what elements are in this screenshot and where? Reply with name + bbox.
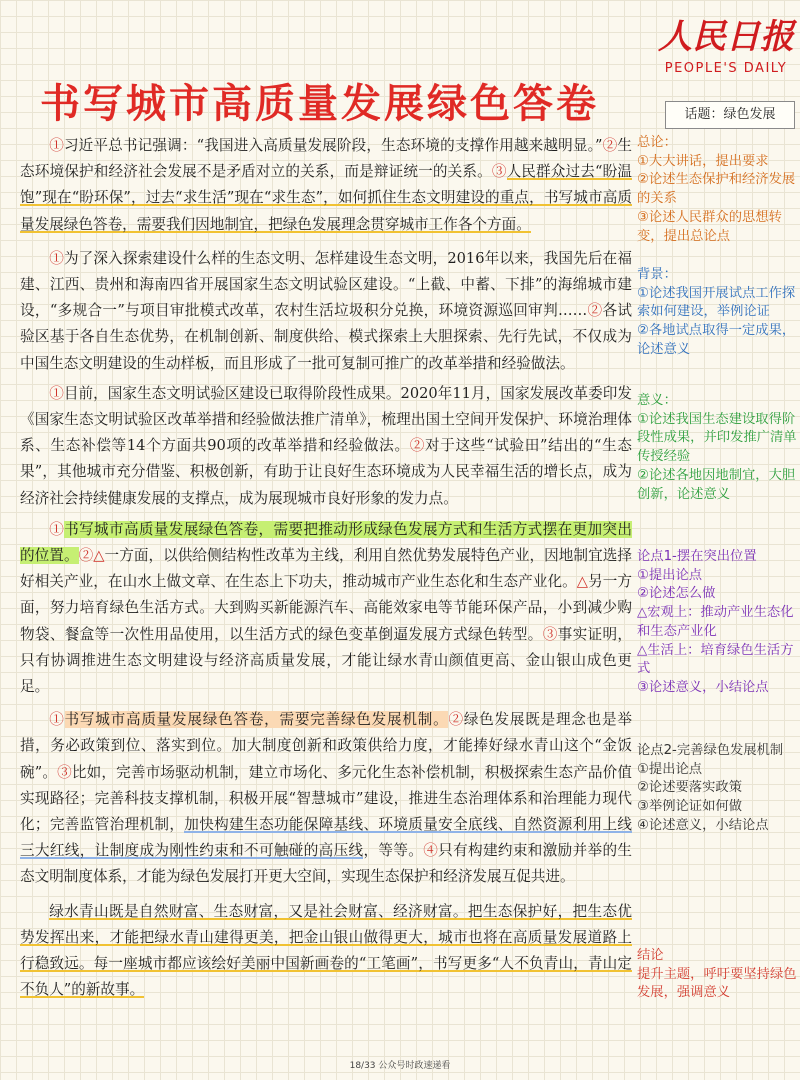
annotation-item: ①提出论点: [637, 567, 703, 583]
article-paragraph: [20, 899, 632, 1004]
section-marker: ③: [491, 163, 507, 181]
paragraph-text: 一方面，以供给侧结构性改革为主线，利用自然优势发展特色产业，因地制宜选择好相关产业，在山水上做文章、在生态上下功夫，推动城市产业生态化和生态产业化。: [20, 547, 632, 591]
paragraph-text: 习近平总书记强调：“我国进入高质量发展阶段，生态环境的支撑作用越来越明显。”: [63, 137, 603, 154]
section-marker: ②: [602, 137, 618, 154]
article-paragraph: [20, 133, 632, 238]
section-marker: △: [576, 573, 589, 591]
logo-english-text: PEOPLE'S DAILY: [664, 61, 788, 76]
annotation-item: ③论述意义，小结论点: [637, 679, 769, 695]
section-marker: ②△: [78, 547, 105, 565]
paragraph-text: 各试验区基于各自生态优势，在机制创新、制度供给、模式探索上大胆探索、先行先试，不仅成为中国生态文明建设的生动样板，而且形成了一批可复制可推广的改革举措和经验做法。: [20, 302, 632, 372]
annotation-heading: 意义：: [637, 393, 677, 408]
annotation-item: ②论述怎么做: [637, 586, 716, 602]
section-marker: ①: [49, 137, 64, 154]
annotation-item: ①论述我国生态建设取得阶段性成果，并印发推广清单传授经验: [637, 411, 797, 465]
page-footer: 18/33 公众号时政速递看: [349, 1061, 451, 1071]
underlined-text: 加快构建生态功能保障基线、环境质量安全底线、自然资源利用上线三大红线，让制度成为刚性约束和不可触碰的高压线: [20, 816, 632, 860]
annotation-item: ①论述我国开展试点工作探索如何建设，举例论证: [637, 285, 796, 320]
annotation-item: ②论述要落实政策: [637, 780, 742, 796]
logo-chinese-text: 人民日报: [658, 17, 794, 57]
section-marker: ②: [409, 437, 425, 455]
highlighted-thesis: 书写城市高质量发展绿色答卷，需要把推动形成绿色发展方式和生活方式摆在更加突出的位置。: [20, 520, 632, 565]
peoples-daily-logo: [656, 14, 796, 92]
section-marker: ③: [542, 625, 558, 643]
underlined-text: 人民群众过去“盼温饱”现在“盼环保”，过去“求生活”现在“求生态”，如何抓住生态文明建设的重点，书写城市高质量发展绿色答卷，需要我们因地制宜，把绿色发展理念贯穿城市工作各个方面。: [20, 163, 632, 233]
section-marker: ④: [423, 842, 439, 860]
annotation-summary: [637, 134, 797, 246]
article-body: [20, 133, 632, 1004]
annotation-item: ③举例论证如何做: [637, 799, 742, 815]
annotation-item: ①大大讲话，提出要求: [637, 153, 769, 169]
article-paragraph: [20, 707, 632, 890]
paragraph-text: ，等等。: [363, 842, 424, 860]
section-marker: ②: [448, 711, 464, 729]
paragraph-text: 目前，国家生态文明试验区建设已取得阶段性成果。2020年11月，国家发展改革委印发《国家生态文明试验区改革举措和经验做法推广清单》，梳理出国土空间开发保护、环境治理体系、生态补偿等14个方面共90项的改革举措和经验做法。: [20, 384, 632, 455]
paragraph-text: 另一方面，努力培育绿色生活方式。大到购买新能源汽车、高能效家电等节能环保产品，小到减少购物袋、餐盒等一次性用品使用，以生活方式的绿色变革倒逼发展方式绿色转型。: [20, 573, 632, 643]
page-title: 书写城市高质量发展绿色答卷: [40, 81, 599, 127]
annotation-heading: 论点2-完善绿色发展机制: [637, 743, 784, 758]
article-paragraph: [20, 246, 632, 377]
paragraph-text: 绿色发展既是理念也是举措，务必政策到位、落实到位。加大制度创新和政策供给力度，才能捧好绿水青山这个“金饭碗”。: [20, 711, 632, 781]
annotation-item: ②各地试点取得一定成果，论述意义: [637, 323, 796, 357]
annotation-item: △生活上：培育绿色生活方式: [637, 642, 794, 677]
annotation-conclusion: [637, 947, 797, 1003]
annotation-item: ②论述生态保护和经济发展的关系: [637, 172, 796, 207]
annotation-heading: 结论: [637, 948, 664, 963]
annotation-point-2: [637, 742, 797, 836]
annotation-background: [637, 266, 797, 360]
annotation-item: ①提出论点: [637, 761, 703, 777]
underlined-text: 绿水青山既是自然财富、生态财富，又是社会财富、经济财富。把生态保护好，把生态优势发挥出来，才能把绿水青山建得更美，把金山银山做得更大，城市也将在高质量发展道路上行稳致远。每一座城市都应该绘好美丽中国新画卷的“工笔画”，书写更多“人不负青山，青山定不负人”的新故事。: [20, 902, 632, 999]
annotation-heading: 论点1-摆在突出位置: [637, 549, 757, 564]
section-marker: ①: [49, 249, 64, 267]
annotation-item: ③论述人民群众的思想转变，提出总论点: [637, 209, 782, 244]
topic-tag: 话题：绿色发展: [665, 101, 795, 129]
annotation-significance: [637, 392, 797, 504]
annotation-item: ②论述各地因地制宜，大胆创新，论述意义: [637, 467, 796, 502]
annotation-heading: 背景：: [637, 267, 677, 282]
section-marker: ①: [49, 384, 64, 402]
section-marker: ②: [587, 302, 603, 320]
paragraph-text: 生态环境保护和经济社会发展不是矛盾对立的关系，而是辩证统一的关系。: [20, 137, 632, 181]
article-paragraph: [20, 381, 632, 512]
paragraph-text: 为了深入探索建设什么样的生态文明、怎样建设生态文明，2016年以来，我国先后在福建、江西、贵州和海南四省开展国家生态文明试验区建设。“上截、中蓄、下排”的海绵城市建设，“多规合一”与项目审批模式改革，农村生活垃圾积分兑换，环境资源巡回审判……: [20, 249, 632, 320]
annotation-item: 提升主题，呼吁要坚持绿色发展，强调意义: [637, 966, 797, 1001]
article-paragraph: [20, 517, 632, 700]
annotation-item: ④论述意义，小结论点: [637, 817, 769, 833]
annotation-point-1: [637, 548, 797, 698]
paragraph-text: 比如，完善市场驱动机制，建立市场化、多元化生态补偿机制，积极探索生态产品价值实现路径；完善科技支撑机制，积极开展“智慧城市”建设，推进生态治理体系和治理能力现代化；完善监管治理机制，: [20, 763, 632, 834]
annotation-heading: 总论：: [637, 135, 677, 150]
section-marker: ③: [57, 763, 72, 781]
paragraph-text: 对于这些“试验田”结出的“生态果”，其他城市充分借鉴、积极创新，有助于让良好生态环境成为人民幸福生活的增长点，成为经济社会持续健康发展的支撑点，成为展现城市良好形象的发力点。: [20, 437, 632, 507]
paragraph-text: 只有构建约束和激励并举的生态文明制度体系，才能为绿色发展打开更大空间，实现生态保护和经济发展互促共进。: [20, 842, 632, 886]
annotation-item: △宏观上：推动产业生态化和生态产业化: [637, 605, 794, 639]
section-marker: ①: [49, 520, 65, 538]
section-marker: ①: [49, 711, 65, 729]
highlighted-thesis: 书写城市高质量发展绿色答卷，需要完善绿色发展机制。: [64, 711, 449, 729]
paragraph-text: 事实证明，只有协调推进生态文明建设与经济高质量发展，才能让绿水青山颜值更高、金山银山成色更足。: [20, 625, 632, 696]
